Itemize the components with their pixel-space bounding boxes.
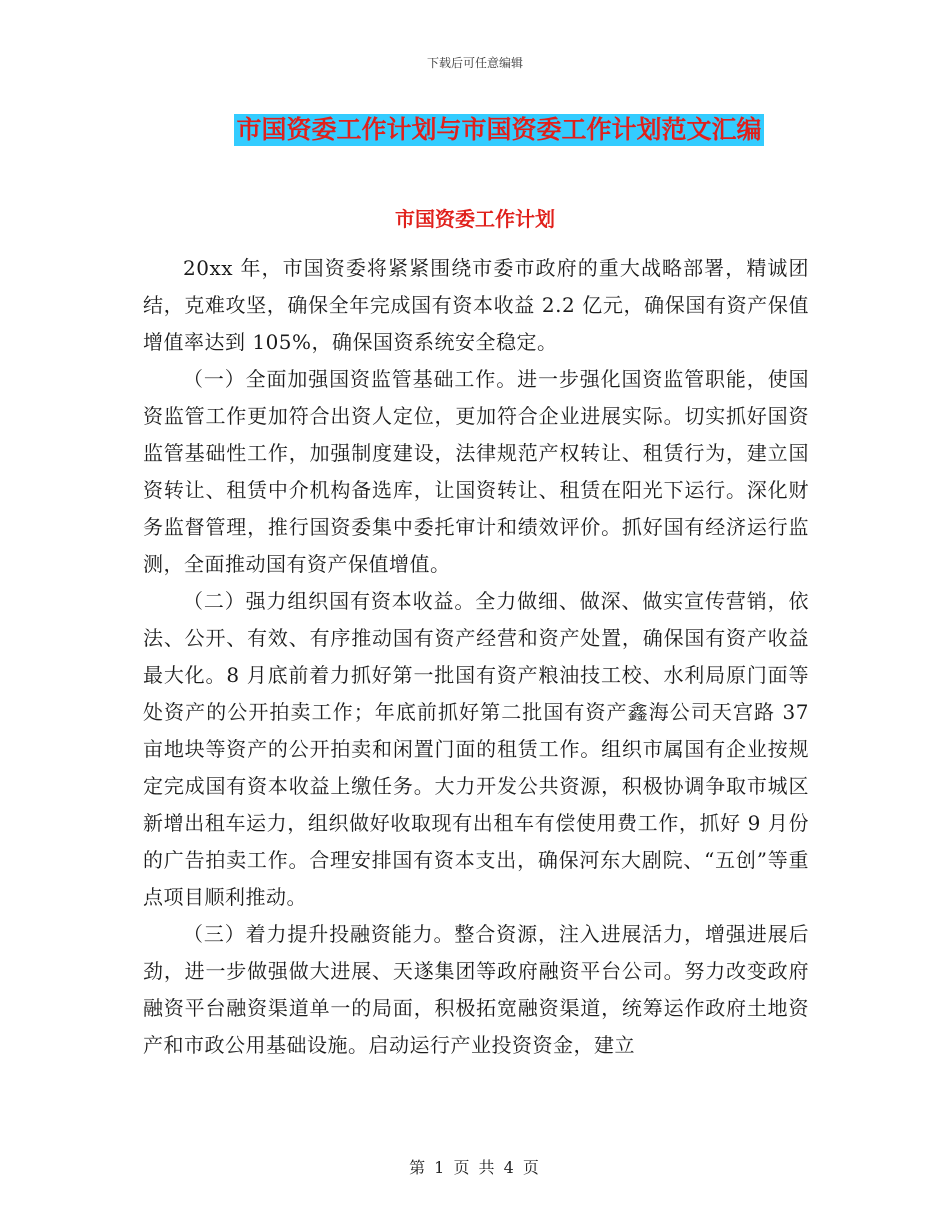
page-header-note: 下载后可任意编辑 (426, 56, 523, 70)
paragraph-item-2: （二）强力组织国有资本收益。全力做细、做深、做实宣传营销，依法、公开、有效、有序推动国有资产经营和资产处置，确保国有资产收益最大化。8 月底前着力抓好第一批国有资产粮油技工校、水利局原门面等处资产的公开拍卖工作；年底前抓好第二批国有资产鑫海公司天宫路 37 亩地块等资产的公开拍卖和闲置门面的租赁工作。组织市属国有企业按规定完成国有资本收益上缴任务。大力开发公共资源，积极协调争取市城区新增出租车运力，组织做好收取现有出租车有偿使用费工作，抓好 9 月份的广告拍卖工作。合理安排国有资本支出，确保河东大剧院、“五创”等重点项目顺利推动。 (143, 589, 809, 909)
paragraph-item-1: （一）全面加强国资监管基础工作。进一步强化国资监管职能，使国资监管工作更加符合出资人定位，更加符合企业进展实际。切实抓好国资监管基础性工作，加强制度建设，法律规范产权转让、租赁行为，建立国资转让、租赁中介机构备选库，让国资转让、租赁在阳光下运行。深化财务监督管理，推行国资委集中委托审计和绩效评价。抓好国有经济运行监测，全面推动国有资产保值增值。 (143, 367, 809, 576)
section-title: 市国资委工作计划 (395, 207, 555, 231)
paragraph-item-3: （三）着力提升投融资能力。整合资源，注入进展活力，增强进展后劲，进一步做强做大进展、天遂集团等政府融资平台公司。努力改变政府融资平台融资渠道单一的局面，积极拓宽融资渠道，统筹运作政府土地资产和市政公用基础设施。启动运行产业投资资金，建立 (143, 922, 809, 1057)
page-number: 第 1 页 共 4 页 (409, 1158, 541, 1177)
document-body (143, 250, 809, 1064)
main-title-container (0, 114, 950, 146)
main-title: 市国资委工作计划与市国资委工作计划范文汇编 (236, 115, 762, 144)
paragraph-intro: 20xx 年，市国资委将紧紧围绕市委市政府的重大战略部署，精诚团结，克难攻坚，确保全年完成国有资本收益 2.2 亿元，确保国有资产保值增值率达到 105%，确保国资系统安全稳定。 (143, 256, 809, 354)
